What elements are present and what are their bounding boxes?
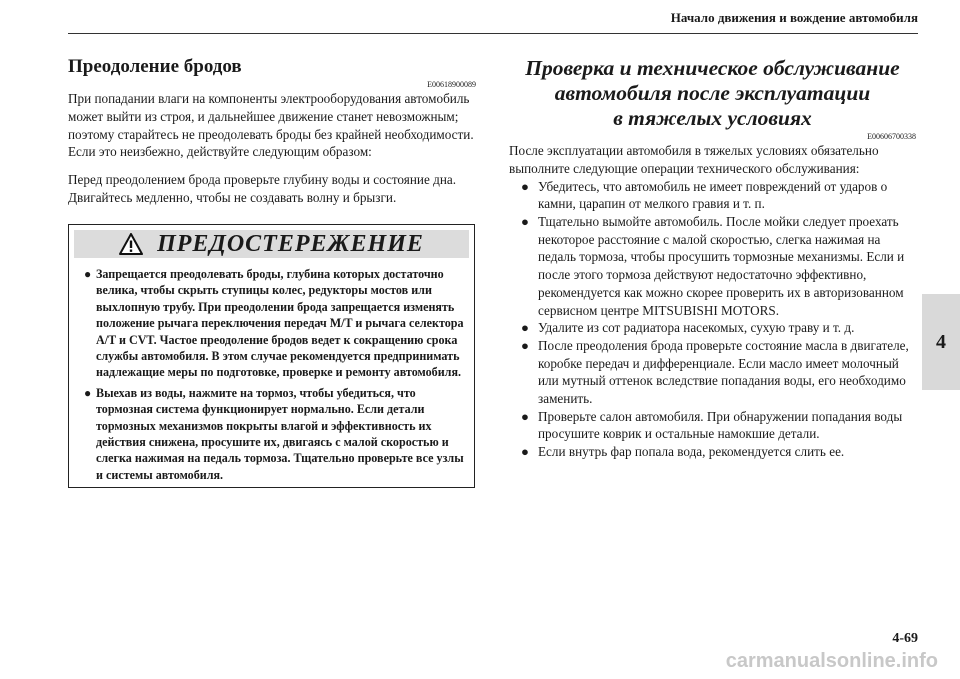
list-item	[521, 337, 916, 408]
warning-item-text: Запрещается преодолевать броды, глубина которых достаточно велика, чтобы скрыть ступицы колес, редукторы мостов или выхлопную трубу. При преодолении брода запрещается изменять положение рычага переключения передач M/T и рычага селектора A/T и CVT. Частое преодоление бродов ведет к сокращению срока службы автомобиля. В этом случае рекомендуется предпринимать надлежащие меры по подготовке, проверке и ремонту автомобиля.	[96, 267, 464, 380]
section-code-right: E00606700338	[867, 132, 916, 141]
list-item	[521, 213, 916, 319]
running-header: Начало движения и вождение автомобиля	[670, 10, 918, 25]
warning-list	[69, 266, 474, 483]
list-item	[521, 408, 916, 443]
watermark: carmanualsonline.info	[725, 650, 938, 672]
section-title: Преодоление бродов	[68, 56, 242, 77]
bullet-icon: ●	[521, 337, 529, 353]
title-line: Проверка и техническое обслуживание	[525, 56, 900, 80]
bullet-icon: ●	[521, 320, 529, 336]
chapter-number: 4	[936, 330, 946, 353]
warning-triangle-icon	[119, 233, 143, 255]
bullet-icon: ●	[521, 178, 529, 194]
warning-item-text: Выехав из воды, нажмите на тормоз, чтобы убедиться, что тормозная система функционирует нормально. Если детали тормозных механизмов покрыты влагой и эффективность их действия снижена, просушите их, двигаясь с малой скоростью и слегка нажимая на педаль тормоза. Тщательно проверьте все узлы и системы автомобиля.	[96, 385, 464, 482]
title-line: в тяжелых условиях	[613, 106, 812, 130]
warning-item	[84, 385, 464, 483]
list-item	[521, 178, 916, 213]
chapter-tab	[922, 294, 960, 390]
list-item	[521, 319, 916, 337]
warning-item	[84, 266, 464, 381]
section-code: E00618900089	[427, 80, 476, 89]
warning-title: ПРЕДОСТЕРЕЖЕНИЕ	[157, 230, 424, 257]
maintenance-list	[509, 178, 916, 461]
bullet-icon: ●	[84, 385, 92, 400]
page-number: 4-69	[892, 631, 918, 646]
right-column	[509, 56, 916, 461]
section-title-right	[509, 56, 916, 131]
list-item-text: Тщательно вымойте автомобиль. После мойки следует проехать некоторое расстояние с малой скоростью, слегка нажимая на педаль тормоза, чтобы просушить тормозные механизмы. Если и после этого тормоза действуют недостаточно эффективно, рекомендуется как можно скорее проверить их в авторизованном сервисном центре MITSUBISHI MOTORS.	[538, 214, 905, 318]
list-item-text: Убедитесь, что автомобиль не имеет повреждений от ударов о камни, царапин от мелкого гравия и т. п.	[538, 178, 888, 212]
bullet-icon: ●	[84, 267, 92, 281]
list-item-text: После преодоления брода проверьте состояние масла в двигателе, коробке передач и дифференциале. Если масло имеет молочный или мутный оттенок вследствие попадания воды, его необходимо заменить.	[538, 337, 909, 407]
bullet-icon: ●	[521, 214, 529, 229]
list-item-text: Удалите из сот радиатора насекомых, сухую траву и т. д.	[538, 320, 855, 336]
right-intro: После эксплуатации автомобиля в тяжелых условиях обязательно выполните следующие операции технического обслуживания:	[509, 143, 879, 176]
intro-paragraph: При попадании влаги на компоненты электрооборудования автомобиль может выйти из строя, и дальнейшее движение станет невозможным; поэтому старайтесь не преодолевать броды без крайней необходимости. Если это неизбежно, действуйте следующим образом:	[68, 91, 474, 160]
title-line: автомобиля после эксплуатации	[554, 81, 871, 105]
list-item	[521, 443, 916, 461]
depth-paragraph: Перед преодолением брода проверьте глубину воды и состояние дна. Двигайтесь медленно, чтобы не создавать волну и брызги.	[68, 172, 457, 205]
bullet-icon: ●	[521, 408, 529, 424]
list-item-text: Проверьте салон автомобиля. При обнаружении попадания воды просушите коврик и остальные намокшие детали.	[538, 408, 903, 442]
warning-header	[74, 230, 469, 258]
header-divider	[68, 33, 918, 34]
left-column	[68, 55, 476, 207]
list-item-text: Если внутрь фар попала вода, рекомендуется слить ее.	[538, 444, 845, 460]
warning-box	[68, 224, 475, 488]
bullet-icon: ●	[521, 444, 529, 460]
